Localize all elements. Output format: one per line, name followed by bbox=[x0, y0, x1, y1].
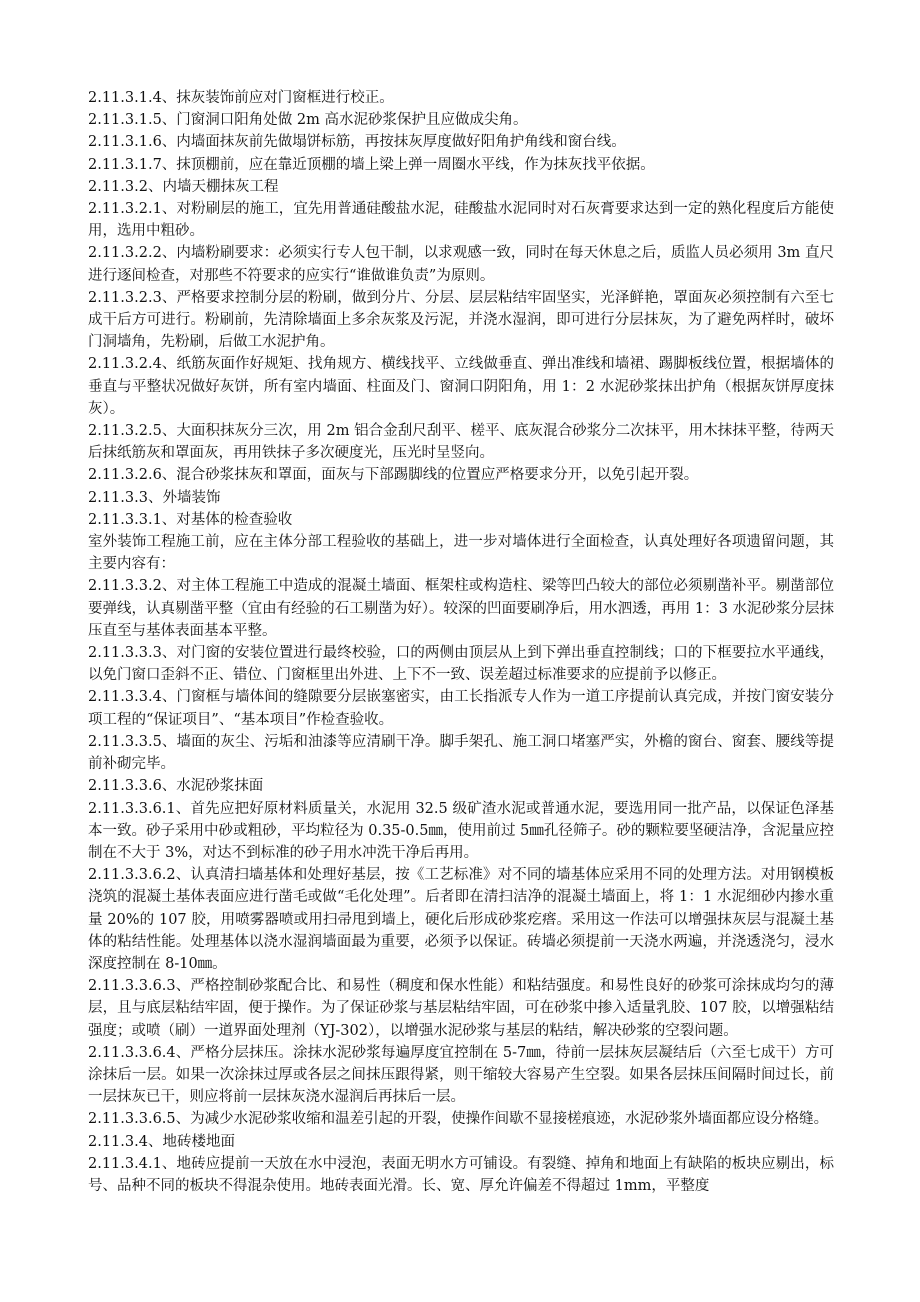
paragraph: 2.11.3.1.6、内墙面抹灰前先做塌饼标筋，再按抹灰厚度做好阳角护角线和窗台线。 bbox=[88, 134, 626, 151]
paragraph: 2.11.3.2.6、混合砂浆抹灰和罩面，面灰与下部踢脚线的位置应严格要求分开，以免引起开裂。 bbox=[88, 467, 699, 484]
paragraph: 2.11.3.2.2、内墙粉刷要求：必须实行专人包干制，以求观感一致，同时在每天休息之后，质监人员必须用 3m 直尺进行逐间检查，对那些不符要求的应实行“谁做谁负责”为原则。 bbox=[88, 245, 834, 284]
paragraph: 2.11.3.2.4、纸筋灰面作好规矩、找角规方、横线找平、立线做垂直、弹出准线和墙裙、踢脚板线位置，根据墙体的垂直与平整状况做好灰饼，所有室内墙面、柱面及门、窗洞口阴阳角，用 1：2 水泥砂浆抹出护角（根据灰饼厚度抹灰）。 bbox=[88, 356, 834, 417]
paragraph: 室外装饰工程施工前，应在主体分部工程验收的基础上，进一步对墙体进行全面检查，认真处理好各项遗留问题，其主要内容有： bbox=[88, 534, 834, 573]
paragraph: 2.11.3.1.4、抹灰装饰前应对门窗框进行校正。 bbox=[88, 90, 394, 106]
paragraph: 2.11.3.3.6.2、认真清扫墙基体和处理好基层，按《工艺标准》对不同的墙基体应采用不同的处理方法。对用钢模板浇筑的混凝土基体表面应进行凿毛或做“毛化处理”。后者即在清扫洁净的混凝土墙面上，将 1：1 水泥细砂内掺水重量 20%的 107 胶，用喷雾器喷或用扫帚甩到墙上，硬化后形成砂浆疙瘩。采用这一作法可以增强抹灰层与混凝土基体的粘结性能。处理基体以浇水湿润墙面最为重要，必须予以保证。砖墙必须提前一天浇水两遍，并浇透浇匀，浸水深度控制在 8-10㎜。 bbox=[88, 867, 834, 972]
paragraph: 2.11.3.1.7、抹顶棚前，应在靠近顶棚的墙上梁上弹一周圈水平线，作为抹灰找平依据。 bbox=[88, 156, 655, 173]
paragraph: 2.11.3.1.5、门窗洞口阳角处做 2m 高水泥砂浆保护且应做成尖角。 bbox=[88, 112, 528, 129]
paragraph: 2.11.3.3.3、对门窗的安装位置进行最终校验，口的两侧由顶层从上到下弹出垂直控制线；口的下框要拉水平通线，以免门窗口歪斜不正、错位、门窗框里出外进、上下不一致、误差超过标准要求的应提前予以修正。 bbox=[88, 645, 834, 684]
section-heading: 2.11.3.2、内墙天棚抹灰工程 bbox=[88, 178, 279, 195]
paragraph: 2.11.3.2.1、对粉刷层的施工，宜先用普通硅酸盐水泥，硅酸盐水泥同时对石灰膏要求达到一定的熟化程度后方能使用，选用中粗砂。 bbox=[88, 201, 834, 240]
paragraph: 2.11.3.3.5、墙面的灰尘、污垢和油漆等应清刷干净。脚手架孔、施工洞口堵塞严实，外檐的窗台、窗套、腰线等提前补砌完毕。 bbox=[88, 733, 834, 773]
section-heading: 2.11.3.3、外墙装饰 bbox=[88, 489, 221, 506]
paragraph: 2.11.3.4.1、地砖应提前一天放在水中浸泡，表面无明水方可铺设。有裂缝、掉角和地面上有缺陷的板块应剔出，标号、品种不同的板块不得混杂使用。地砖表面光滑。长、宽、厚允许偏差不得超过 1mm，平整度 bbox=[88, 1155, 834, 1194]
subsection-heading: 2.11.3.3.6、水泥砂浆抹面 bbox=[88, 778, 264, 795]
paragraph: 2.11.3.3.4、门窗框与墙体间的缝隙要分层嵌塞密实，由工长指派专人作为一道工序提前认真完成，并按门窗安装分项工程的“保证项目”、“基本项目”作检查验收。 bbox=[88, 689, 834, 728]
paragraph: 2.11.3.3.6.1、首先应把好原材料质量关，水泥用 32.5 级矿渣水泥或普通水泥，要选用同一批产品，以保证色泽基本一致。砂子采用中砂或粗砂，平均粒径为 0.35-0.5㎜，使用前过 5㎜孔径筛子。砂的颗粒要坚硬洁净，含泥量应控制在不大于 3%，对达不到标准的砂子用水冲洗干净后再用。 bbox=[88, 800, 834, 861]
document-body bbox=[88, 87, 834, 1197]
paragraph: 2.11.3.3.2、对主体工程施工中造成的混凝土墙面、框架柱或构造柱、梁等凹凸较大的部位必须剔凿补平。剔凿部位要弹线，认真剔凿平整（宜由有经验的石工剔凿为好）。较深的凹面要刷净后，用水泗透，再用 1：3 水泥砂浆分层抹压直至与基体表面基本平整。 bbox=[88, 578, 834, 639]
paragraph: 2.11.3.3.6.3、严格控制砂浆配合比、和易性（稠度和保水性能）和粘结强度。和易性良好的砂浆可涂抹成均匀的薄层，且与底层粘结牢固，便于操作。为了保证砂浆与基层粘结牢固，可在砂浆中掺入适量乳胶、107 胶，以增强粘结强度；或喷（刷）一道界面处理剂（YJ-302），以增强水泥砂浆与基层的粘结，解决砂浆的空裂问题。 bbox=[88, 978, 834, 1039]
paragraph: 2.11.3.2.5、大面积抹灰分三次，用 2m 铝合金刮尺刮平、槎平、底灰混合砂浆分二次抹平，用木抹抹平整，待两天后抹纸筋灰和罩面灰，再用铁抹子多次硬度光，压光时呈竖向。 bbox=[88, 423, 834, 462]
subsection-heading: 2.11.3.3.1、对基体的检查验收 bbox=[88, 511, 293, 528]
paragraph: 2.11.3.3.6.4、严格分层抹压。涂抹水泥砂浆每遍厚度宜控制在 5-7㎜，待前一层抹灰层凝结后（六至七成干）方可涂抹后一层。如果一次涂抹过厚或各层之间抹压跟得紧，则干缩较大容易产生空裂。如果各层抹压间隔时间过长，前一层抹灰已干，则应将前一层抹灰浇水湿润后再抹后一层。 bbox=[88, 1044, 834, 1106]
section-heading: 2.11.3.4、地砖楼地面 bbox=[88, 1133, 235, 1150]
paragraph: 2.11.3.2.3、严格要求控制分层的粉刷，做到分片、分层、层层粘结牢固坚实，光泽鲜艳，罩面灰必须控制有六至七成干后方可进行。粉刷前，先清除墙面上多余灰浆及污泥，并浇水湿润，即可进行分层抹灰，为了避免两样时，破坏门洞墙角，先粉刷，后做工水泥护角。 bbox=[88, 289, 834, 351]
paragraph: 2.11.3.3.6.5、为减少水泥砂浆收缩和温差引起的开裂，使操作间歇不显接槎痕迹，水泥砂浆外墙面都应设分格缝。 bbox=[88, 1111, 829, 1128]
